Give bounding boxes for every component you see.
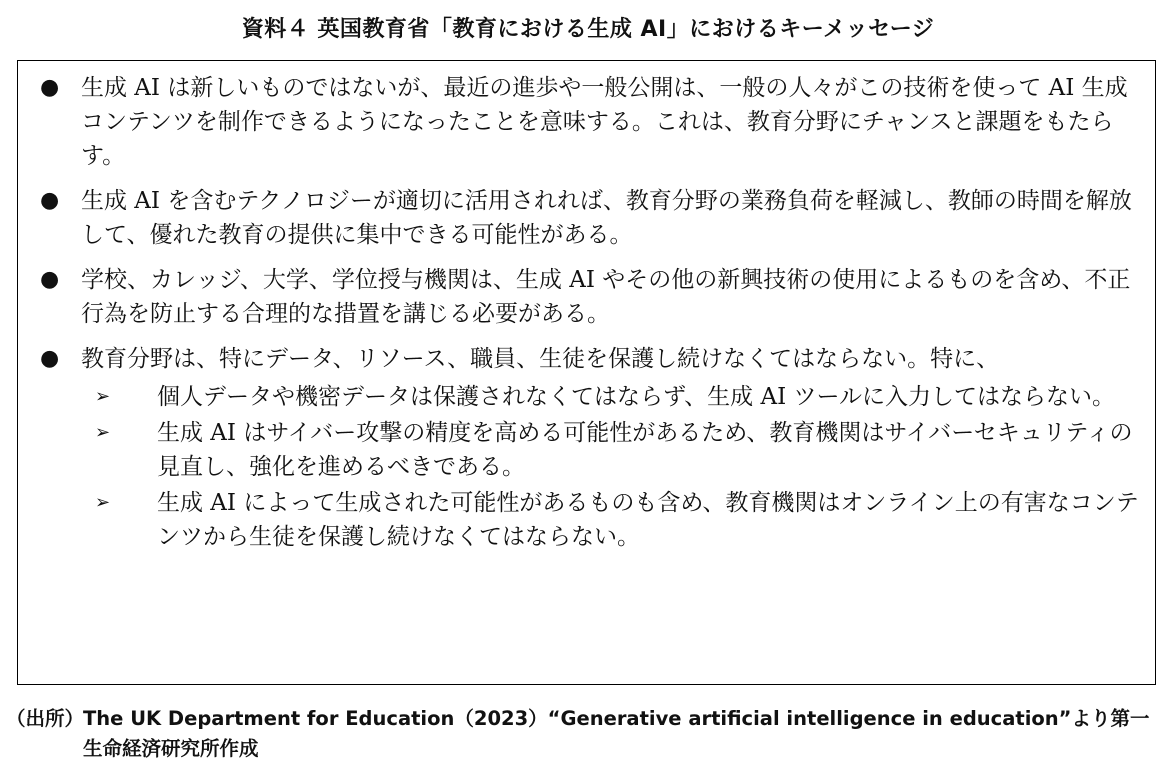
list-item bbox=[18, 263, 1155, 331]
sub-bullet-text: 生成 AI はサイバー攻撃の精度を高める可能性があるため、教育機関はサイバーセキュリティの見直し、強化を進めるべきである。 bbox=[157, 420, 1133, 480]
source-text: The UK Department for Education（2023）“Generative artificial intelligence in education”より第一生命経済研究所作成 bbox=[83, 707, 1150, 760]
list-item bbox=[18, 184, 1155, 252]
bullet-text: 生成 AI を含むテクノロジーが適切に活用されれば、教育分野の業務負荷を軽減し、教師の時間を解放して、優れた教育の提供に集中できる可能性がある。 bbox=[81, 188, 1132, 248]
arrow-bullet-icon: ➢ bbox=[95, 386, 111, 407]
key-message-box bbox=[17, 60, 1156, 685]
bullet-text: 学校、カレッジ、大学、学位授与機関は、生成 AI やその他の新興技術の使用によるものを含め、不正行為を防止する合理的な措置を講じる必要がある。 bbox=[81, 267, 1131, 327]
list-item bbox=[18, 71, 1155, 173]
list-item bbox=[18, 342, 1155, 554]
bullet-text: 教育分野は、特にデータ、リソース、職員、生徒を保護し続けなくてはならない。特に、 bbox=[81, 346, 1000, 372]
source-label: （出所） bbox=[6, 707, 85, 730]
sub-list-item bbox=[81, 486, 1141, 554]
bullet-text: 生成 AI は新しいものではないが、最近の進歩や一般公開は、一般の人々がこの技術を使って AI 生成コンテンツを制作できるようになったことを意味する。これは、教育分野にチャンスと課題をもたらす。 bbox=[81, 75, 1128, 169]
sub-list bbox=[81, 380, 1141, 554]
page-title: 資料４ 英国教育省「教育における生成 AI」におけるキーメッセージ bbox=[241, 17, 935, 42]
bullet-dot-icon: ● bbox=[40, 346, 60, 371]
bullet-dot-icon: ● bbox=[40, 267, 60, 292]
source-note bbox=[6, 704, 1166, 764]
key-message-list bbox=[18, 71, 1155, 565]
arrow-bullet-icon: ➢ bbox=[95, 492, 111, 513]
sub-bullet-text: 個人データや機密データは保護されなくてはならず、生成 AI ツールに入力してはならない。 bbox=[157, 384, 1116, 410]
sub-list-item bbox=[81, 380, 1141, 414]
bullet-dot-icon: ● bbox=[40, 75, 60, 100]
bullet-dot-icon: ● bbox=[40, 188, 60, 213]
sub-bullet-text: 生成 AI によって生成された可能性があるものも含め、教育機関はオンライン上の有害なコンテンツから生徒を保護し続けなくてはならない。 bbox=[157, 490, 1139, 550]
sub-list-item bbox=[81, 416, 1141, 484]
arrow-bullet-icon: ➢ bbox=[95, 422, 111, 443]
